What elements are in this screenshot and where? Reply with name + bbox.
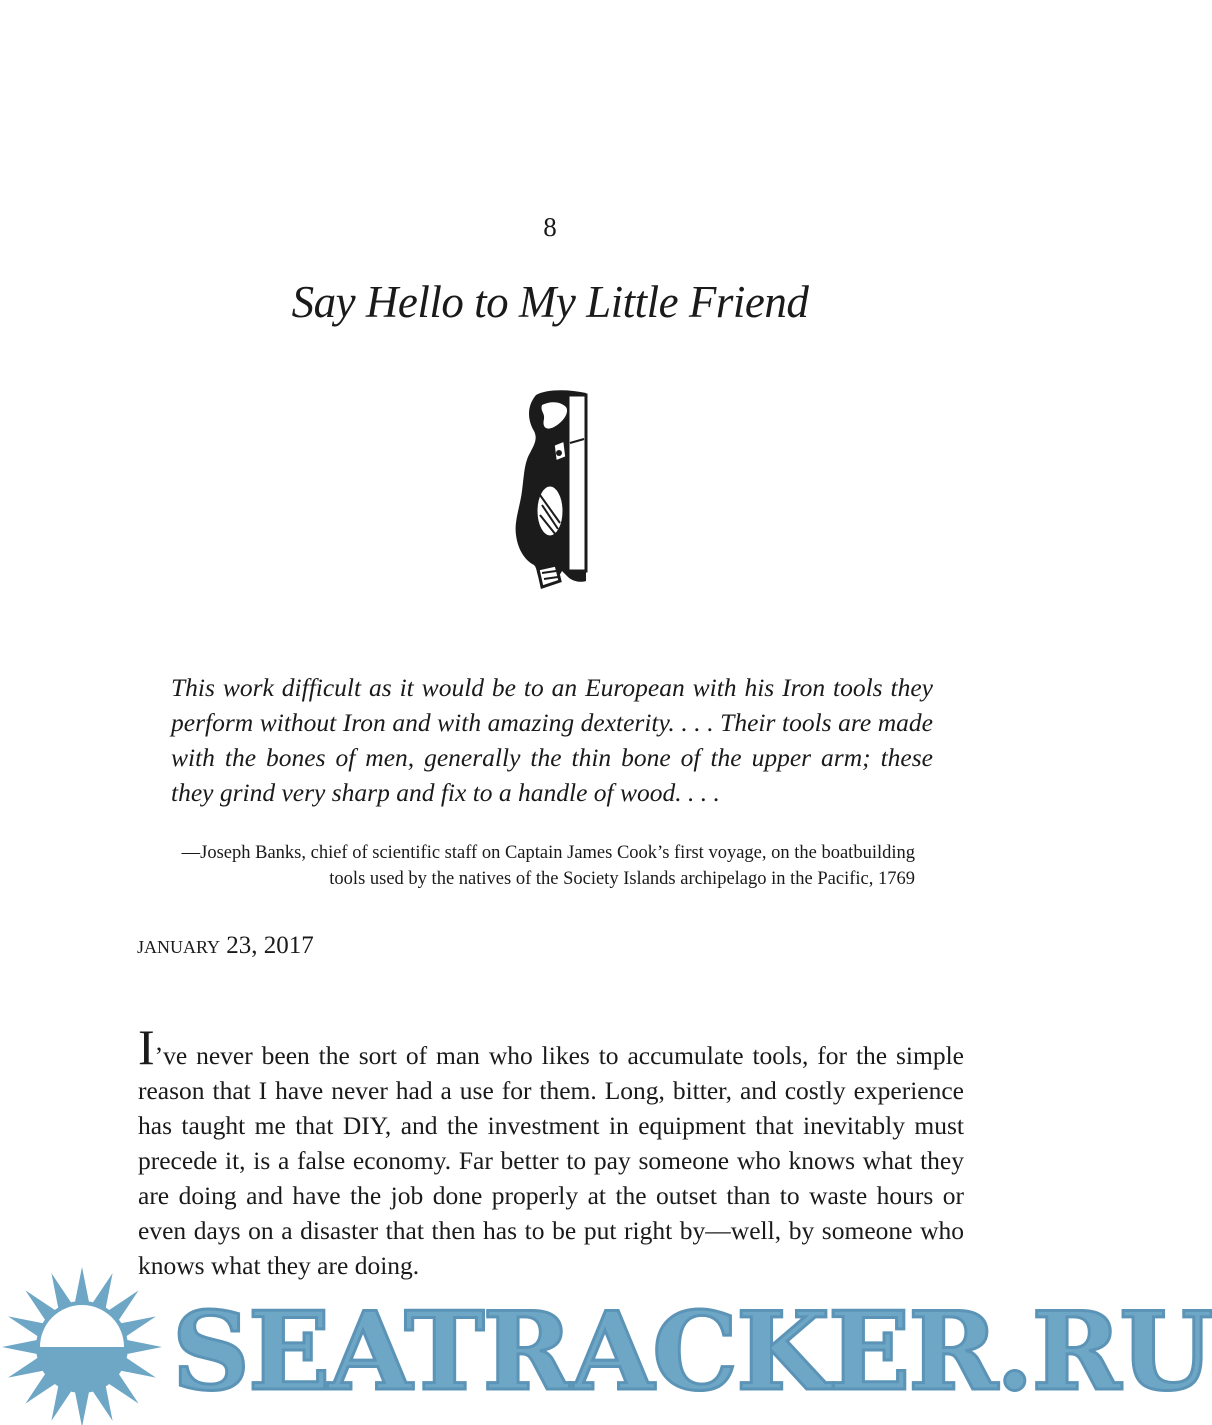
body-paragraph [138,1019,964,1283]
date-month: january [137,932,221,959]
sun-icon [2,1267,162,1425]
chapter-title: Say Hello to My Little Friend [291,277,809,327]
drop-initial: I [138,1019,155,1075]
paragraph-text: ’ve never been the sort of man who likes to accumulate tools, for the simple reason that I have never had a use for them. Long, bitter, and costly experience has taught me that DIY, and the investment in equipment that inevitably must precede it, is a false economy. Far better to pay someone who knows what they are doing and have the job done properly at the outset than to waste hours or even days on a disaster that then has to be put right by—well, by someone who knows what they are doing. [138,1041,964,1280]
watermark-text: SEATRACKER.RU [172,1289,1212,1415]
attribution-line-1: —Joseph Banks, chief of scientific staff on Captain James Cook’s first voyage, on the boatbuilding [181,843,915,863]
epigraph-quote: This work difficult as it would be to an European with his Iron tools they perform without Iron and with amazing dexterity. . . . Their tools are made with the bones of men, generally the thin bone of the upper arm; these they grind very sharp and fix to a handle of wood. . . . [171,673,933,807]
date-day-year: 23, 2017 [226,932,314,959]
entry-date [137,932,314,960]
epigraph-attribution [140,840,915,892]
wooden-plane-tool-icon [498,383,608,593]
attribution-line-2: tools used by the natives of the Society Islands archipelago in the Pacific, 1769 [329,869,915,889]
chapter-number: 8 [543,212,557,242]
